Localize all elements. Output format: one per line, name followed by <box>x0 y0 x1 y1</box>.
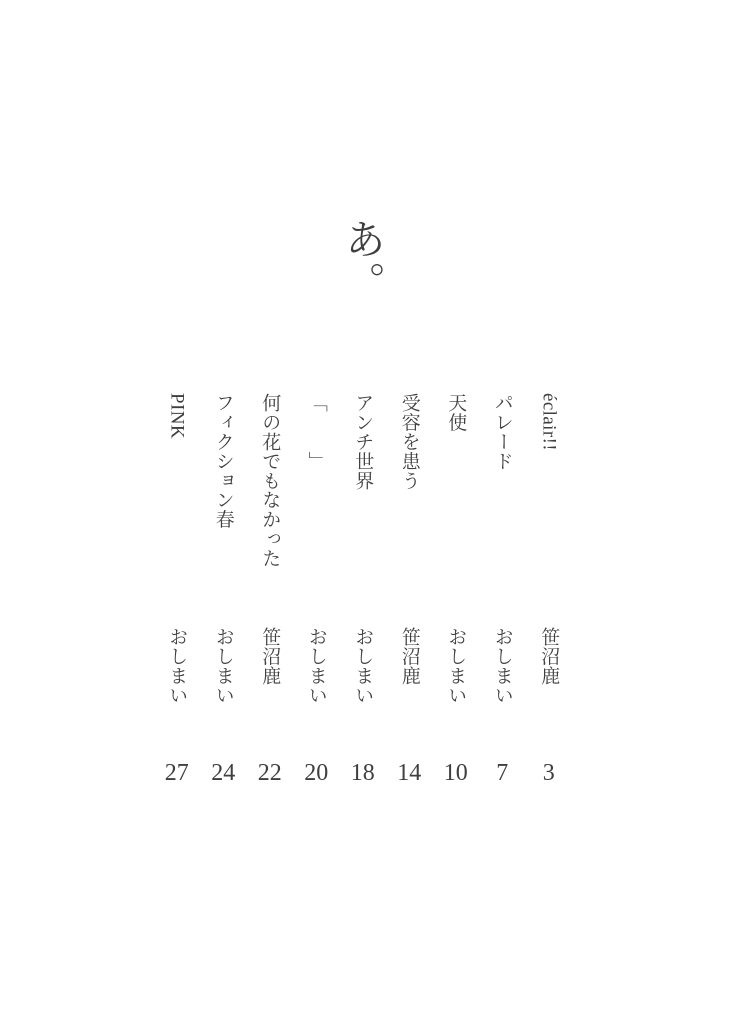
work-author: おしまい <box>445 627 467 705</box>
work-page-number: 24 <box>211 760 236 786</box>
work-page-number: 27 <box>164 760 189 786</box>
work-title: 「 」 <box>305 393 327 471</box>
work-author: おしまい <box>491 627 513 705</box>
toc-entry <box>293 393 340 793</box>
table-of-contents <box>153 393 572 793</box>
work-page-number: 14 <box>397 760 422 786</box>
toc-entry <box>200 393 247 793</box>
toc-entry <box>340 393 387 793</box>
work-page-number: 22 <box>257 760 282 786</box>
toc-entry <box>479 393 526 793</box>
work-title: フィクション春 <box>212 393 234 529</box>
work-title: 天使 <box>445 393 467 432</box>
work-page-number: 18 <box>350 760 375 786</box>
toc-entry <box>386 393 433 793</box>
work-page-number: 10 <box>443 760 468 786</box>
work-author: おしまい <box>166 627 188 705</box>
toc-entry <box>433 393 480 793</box>
work-title: パレード <box>491 393 513 471</box>
work-author: おしまい <box>352 627 374 705</box>
work-title: アンチ世界 <box>352 393 374 490</box>
work-page-number: 7 <box>496 760 509 786</box>
work-author: 笹沼鹿 <box>398 627 420 686</box>
work-page-number: 20 <box>304 760 329 786</box>
page-heading: あ。 <box>339 218 385 304</box>
work-title: 何の花でもなかった <box>259 393 281 568</box>
work-title: éclair!! <box>538 393 560 452</box>
toc-entry <box>247 393 294 793</box>
work-author: おしまい <box>212 627 234 705</box>
work-title: PINK <box>166 393 188 439</box>
work-page-number: 3 <box>542 760 555 786</box>
work-author: おしまい <box>305 627 327 705</box>
toc-entry <box>526 393 573 793</box>
work-author: 笹沼鹿 <box>538 627 560 686</box>
work-author: 笹沼鹿 <box>259 627 281 686</box>
work-title: 受容を患う <box>398 393 420 490</box>
toc-entry <box>154 393 201 793</box>
